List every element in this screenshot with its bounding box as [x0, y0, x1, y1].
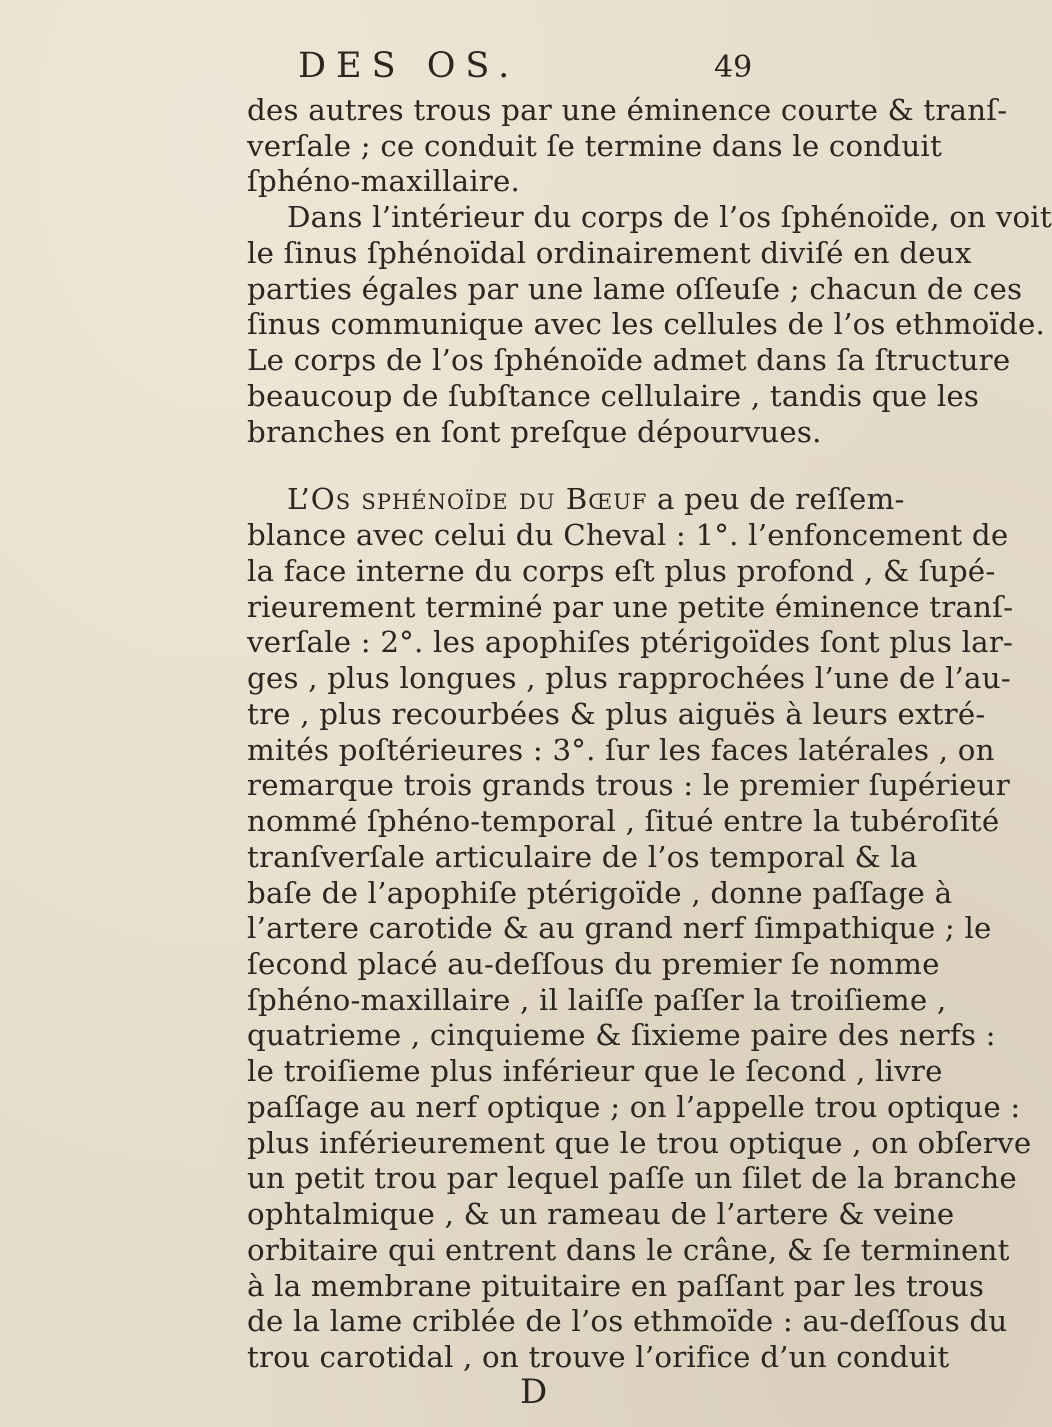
text-line: mités poſtérieures : 3°. ſur les faces latérales , on: [247, 732, 995, 767]
text-line: le ſinus ſphénoïdal ordinairement diviſé en deux: [247, 235, 972, 270]
text-line: branches en ſont preſque dépourvues.: [247, 414, 822, 449]
text-line: tre , plus recourbées & plus aiguës à leurs extré-: [247, 696, 986, 731]
text-line: ges , plus longues , plus rapprochées l’une de l’au-: [247, 661, 1011, 696]
text-line: quatrieme , cinquieme & ſixieme paire des nerfs :: [247, 1018, 996, 1053]
text-line: tranſverſale articulaire de l’os temporal & la: [247, 839, 918, 874]
lead-line: a peu de reſſem-: [656, 482, 905, 517]
text-line: un petit trou par lequel paſſe un ſilet de la branche: [247, 1161, 1017, 1196]
text-line: ſphéno-maxillaire , il laiſſe paſſer la troiſieme ,: [247, 982, 947, 1017]
text-line: baſe de l’apophiſe ptérigoïde , donne paſſage à: [247, 875, 953, 910]
running-title: DES OS.: [298, 46, 520, 86]
running-head: [0, 46, 800, 94]
text-line: la face interne du corps eſt plus profond , & ſupé-: [247, 553, 996, 588]
signature-mark: D: [520, 1372, 548, 1412]
text-line: beaucoup de ſubſtance cellulaire , tandis que les: [247, 378, 980, 413]
text-line: [287, 482, 905, 518]
text-line: plus inférieurement que le trou optique , on obſerve: [247, 1125, 1032, 1160]
lead-caps: L’Os sphénoïde du Bœuf: [287, 482, 648, 517]
text-line: orbitaire qui entrent dans le crâne, & ſe terminent: [247, 1232, 1010, 1267]
text-line: ſphéno-maxillaire.: [247, 164, 521, 199]
text-line: Dans l’intérieur du corps de l’os ſphénoïde, on voit: [287, 200, 1052, 235]
text-line: verſale ; ce conduit ſe termine dans le conduit: [247, 128, 942, 163]
text-line: ophtalmique , & un rameau de l’artere & veine: [247, 1197, 955, 1232]
text-line: ſinus communique avec les cellules de l’os ethmoïde.: [247, 307, 1046, 342]
text-line: l’artere carotide & au grand nerf ſimpathique ; le: [247, 911, 992, 946]
text-line: blance avec celui du Cheval : 1°. l’enfoncement de: [247, 518, 1009, 553]
page-number: 49: [714, 50, 753, 85]
text-line: des autres trous par une éminence courte & tranſ-: [247, 93, 1008, 127]
text-line: à la membrane pituitaire en paſſant par les trous: [247, 1268, 985, 1303]
text-line: de la lame criblée de l’os ethmoïde : au-deſſous du: [247, 1304, 1008, 1339]
text-line: ſecond placé au-deſſous du premier ſe nomme: [247, 946, 940, 981]
text-line: Le corps de l’os ſphénoïde admet dans ſa ſtructure: [247, 343, 1011, 378]
text-line: parties égales par une lame oſſeuſe ; chacun de ces: [247, 271, 1023, 306]
text-line: paſſage au nerf optique ; on l’appelle trou optique :: [247, 1089, 1021, 1124]
text-line: rieurement terminé par une petite éminence tranſ-: [247, 589, 1014, 624]
text-line: verſale : 2°. les apophiſes ptérigoïdes ſont plus lar-: [247, 625, 1014, 660]
text-line: nommé ſphéno-temporal , ſitué entre la tubéroſité: [247, 804, 1000, 839]
text-line: remarque trois grands trous : le premier ſupérieur: [247, 768, 1010, 803]
text-line: le troiſieme plus inférieur que le ſecond , livre: [247, 1054, 943, 1089]
text-line: trou carotidal , on trouve l’orifice d’un conduit: [247, 1340, 950, 1374]
